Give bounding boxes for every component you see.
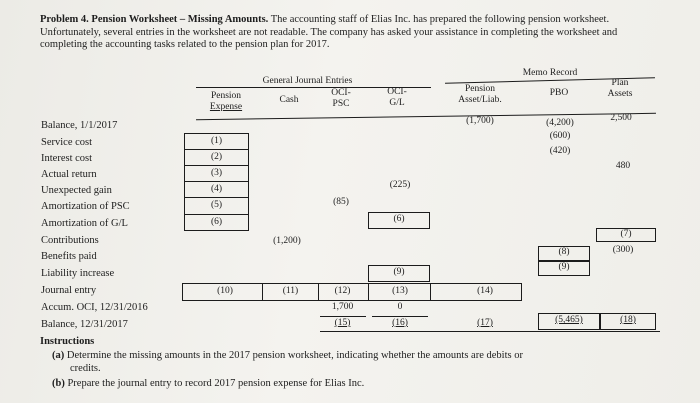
pbo-interest-cost: (420): [549, 146, 571, 156]
pension-asset-balance: (1,700): [466, 116, 494, 126]
oci-gl-unexpected-gain: (225): [389, 180, 411, 190]
row-accum-oci: Accum. OCI, 12/31/2016: [41, 302, 148, 313]
plan-actual-return: 480: [615, 161, 631, 171]
col-oci-gl-l1: OCI-: [387, 87, 407, 97]
row-journal-entry: Journal entry: [41, 285, 97, 296]
journal-entry-12: (12): [334, 286, 351, 296]
col-oci-psc-l2: PSC: [332, 99, 350, 109]
col-pbo: PBO: [549, 88, 569, 98]
accum-gl-rule: [372, 316, 428, 317]
pe-divider: [184, 149, 249, 150]
col-cash: Cash: [279, 95, 299, 105]
row-service-cost: Service cost: [41, 137, 93, 148]
balance-end-16: (16): [392, 318, 408, 328]
row-amort-gl: Amortization of G/L: [41, 218, 128, 229]
row-contributions: Contributions: [41, 235, 99, 246]
pbo-benefits-8: (8): [558, 247, 570, 257]
col-pension-asset-l2: Asset/Liab.: [458, 95, 502, 105]
journal-entry-13: (13): [392, 286, 408, 296]
row-actual-return: Actual return: [41, 169, 97, 180]
instruction-b-text: Prepare the journal entry to record 2017 pension expense for Elias Inc.: [67, 378, 365, 389]
col-pension-expense: [203, 91, 249, 113]
pbo-service-cost: (600): [549, 131, 571, 141]
col-pension-asset-l1: Pension: [464, 84, 496, 94]
instruction-a-cont: credits.: [70, 363, 101, 374]
row-amort-psc: Amortization of PSC: [41, 201, 130, 212]
instruction-a-text: Determine the missing amounts in the 2017 pension worksheet, indicating whether the amounts are debits or: [66, 350, 523, 361]
pension-expense-6: (6): [210, 217, 223, 227]
pe-divider: [184, 165, 249, 166]
plan-assets-contrib-7: (7): [620, 229, 632, 239]
pe-divider: [184, 214, 249, 215]
col-oci-psc-l1: OCI-: [331, 88, 351, 98]
oci-gl-liability-9: (9): [393, 267, 405, 277]
pension-expense-2: (2): [210, 152, 223, 162]
instruction-b-label: (b): [52, 378, 65, 389]
instructions-heading: Instructions: [40, 336, 95, 347]
header-rule: [196, 113, 656, 120]
accum-oci-psc: 1,700: [331, 302, 354, 312]
pension-expense-4: (4): [210, 184, 223, 194]
row-liability-increase: Liability increase: [41, 268, 115, 279]
plan-assets-balance: 2,500: [610, 113, 632, 123]
journal-entry-14: (14): [477, 286, 493, 296]
col-plan-assets-l2: Assets: [607, 89, 633, 99]
general-journal-header: General Journal Entries: [262, 76, 353, 86]
balance-end-18: (18): [620, 315, 636, 325]
col-pension-expense-l2: Expense: [209, 102, 243, 112]
pension-expense-5: (5): [210, 200, 223, 210]
journal-entry-10: (10): [217, 286, 233, 296]
memo-record-header: Memo Record: [522, 68, 578, 78]
col-pension-asset: [450, 84, 510, 106]
pbo-balance-end: (5,465): [555, 315, 583, 325]
instruction-a-label: (a): [52, 350, 65, 361]
pe-divider: [184, 181, 249, 182]
accum-oci-gl: 0: [397, 302, 403, 312]
problem-intro: [40, 14, 640, 52]
problem-text: The accounting staff of Elias Inc. has prepared the following pension worksheet. Unfortunately, several entries in the worksheet are not readable. The company has asked your assistance in completing the worksheet and completing the accounting tasks related to the pension plan for 2017.: [40, 14, 618, 50]
plan-assets-benefits: (300): [612, 245, 634, 255]
je-divider: [368, 283, 369, 301]
col-plan-assets-l1: Plan: [611, 78, 629, 88]
row-interest-cost: Interest cost: [41, 153, 93, 164]
col-oci-gl: [378, 87, 416, 109]
col-oci-psc: [322, 88, 360, 110]
instruction-a: [52, 350, 523, 361]
pbo-balance: (4,200): [546, 118, 574, 128]
journal-entry-11: (11): [282, 286, 299, 296]
je-divider: [318, 283, 319, 301]
pension-expense-1: (1): [210, 136, 223, 146]
cash-contributions: (1,200): [273, 236, 301, 246]
oci-gl-amort-6: (6): [393, 214, 405, 224]
je-divider: [262, 283, 263, 301]
problem-title: Problem 4. Pension Worksheet – Missing Amounts.: [40, 14, 269, 25]
row-unexpected-gain: Unexpected gain: [41, 185, 112, 196]
row-benefits-paid: Benefits paid: [41, 251, 97, 262]
je-divider: [430, 283, 431, 301]
oci-psc-amortization: (85): [333, 197, 349, 207]
col-plan-assets: [598, 78, 642, 100]
accum-psc-rule: [320, 316, 366, 317]
col-pension-expense-l1: Pension: [210, 91, 242, 101]
row-balance-begin: Balance, 1/1/2017: [41, 120, 118, 131]
row-balance-end: Balance, 12/31/2017: [41, 319, 128, 330]
balance-end-17: (17): [477, 318, 493, 328]
pbo-liability-9: (9): [558, 262, 570, 272]
col-oci-gl-l2: G/L: [389, 98, 405, 108]
pe-divider: [184, 197, 249, 198]
pension-expense-3: (3): [210, 168, 223, 178]
bottom-rule: [320, 331, 660, 332]
balance-end-15: (15): [334, 318, 351, 328]
instruction-b: [52, 378, 364, 389]
